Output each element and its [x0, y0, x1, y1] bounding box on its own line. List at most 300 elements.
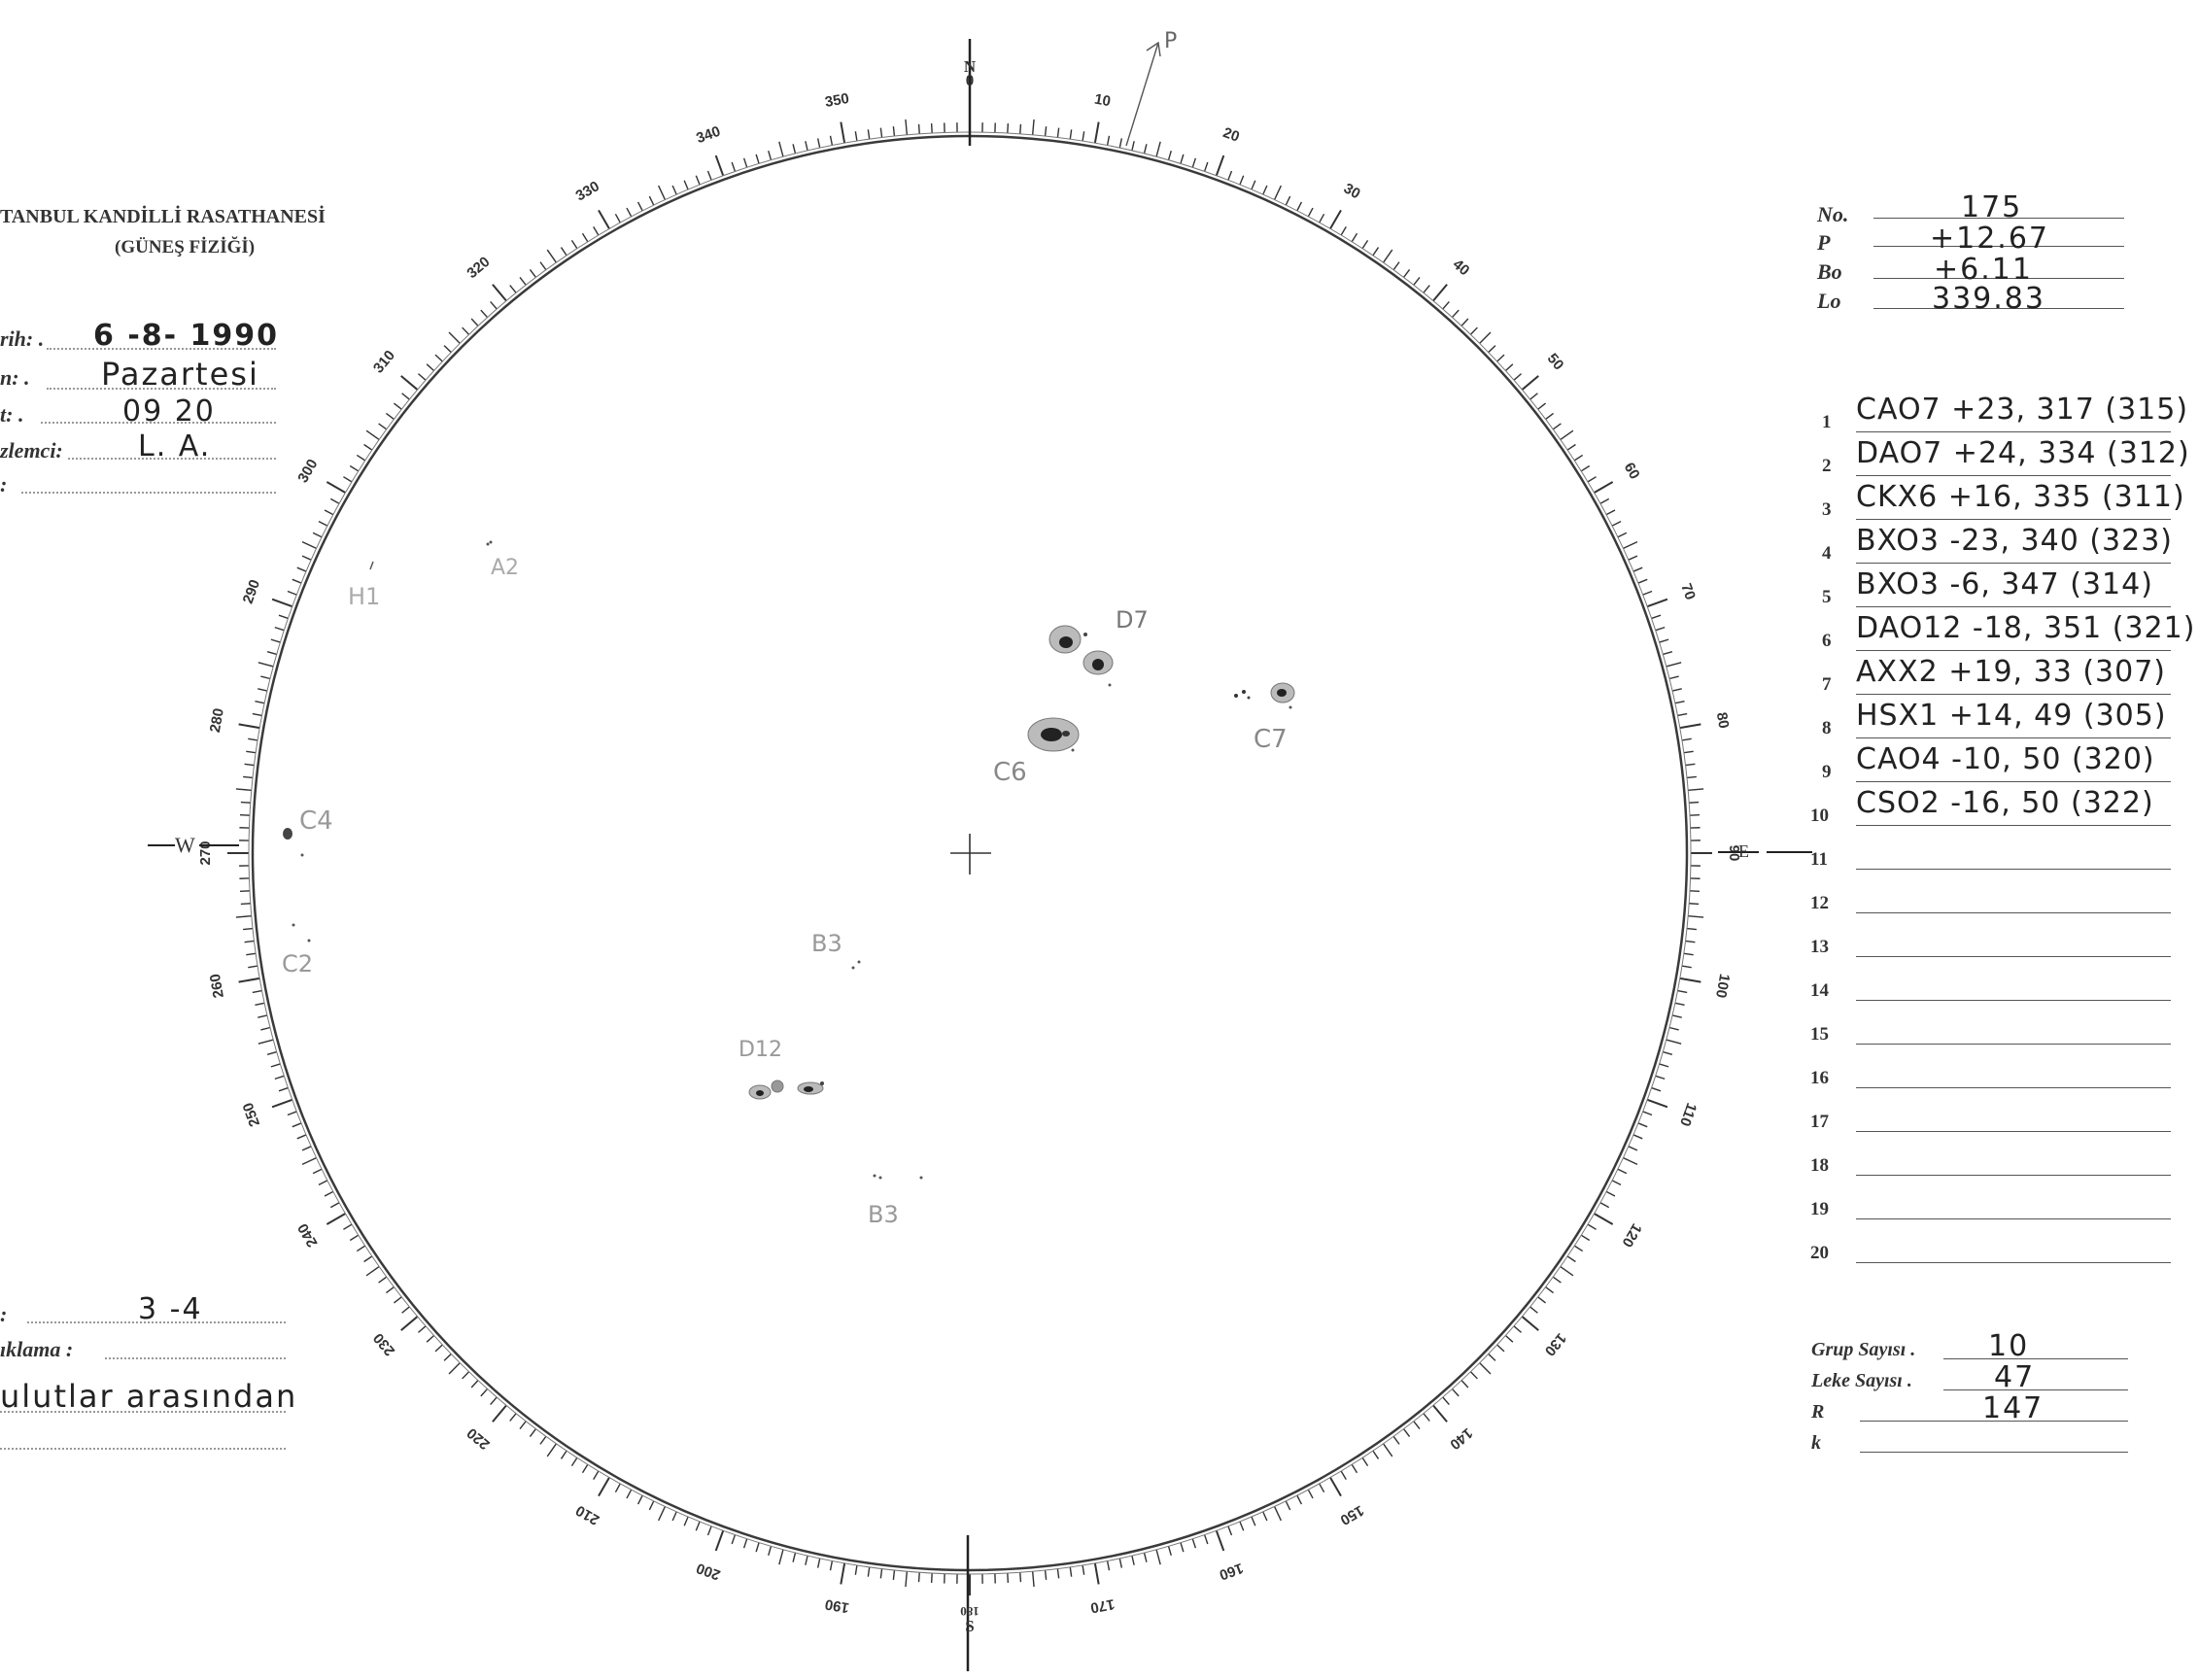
degree-tick	[1181, 1543, 1184, 1553]
degree-tick	[1341, 1471, 1346, 1480]
degree-tick	[1228, 1526, 1232, 1535]
degree-tick	[1682, 966, 1692, 968]
group-label-h1: H1	[348, 583, 381, 610]
group-label-d7: D7	[1116, 606, 1149, 634]
degree-tick	[471, 1381, 478, 1388]
k-label: k	[1811, 1432, 1821, 1454]
degree-tick	[1574, 455, 1582, 460]
group-row-entry: DAO12 -18, 351 (321)	[1856, 611, 2196, 645]
degree-tick	[1530, 1307, 1538, 1313]
degree-tick	[1514, 1326, 1522, 1333]
no-value: 175	[1961, 190, 2023, 224]
degree-tick	[1452, 310, 1459, 317]
degree-tick	[292, 579, 301, 583]
degree-tick	[1352, 1464, 1357, 1472]
degree-label: 140	[1446, 1423, 1476, 1454]
degree-tick	[1169, 151, 1172, 160]
degree-tick	[260, 676, 270, 678]
degree-tick	[831, 136, 833, 146]
degree-tick	[1687, 929, 1697, 930]
bo-label: Bo	[1817, 259, 1842, 284]
degree-tick	[1119, 1559, 1121, 1568]
degree-tick	[659, 1506, 666, 1521]
degree-tick	[627, 1490, 632, 1498]
group-label-c2: C2	[282, 950, 314, 977]
degree-tick	[1181, 154, 1184, 164]
degree-tick	[279, 1088, 288, 1091]
degree-tick	[343, 477, 352, 482]
degree-tick	[1169, 1546, 1172, 1556]
degree-tick	[732, 162, 735, 171]
degree-tick	[1480, 1363, 1491, 1374]
degree-tick	[893, 126, 894, 136]
degree-tick	[1252, 1517, 1255, 1526]
degree-tick	[1470, 327, 1477, 334]
degree-tick	[583, 1464, 588, 1472]
group-row-number: 14	[1810, 980, 1829, 1001]
degree-tick	[1480, 332, 1491, 343]
degree-tick	[401, 1317, 418, 1330]
degree-tick	[769, 1546, 772, 1556]
degree-tick	[253, 714, 262, 716]
group-row-line	[1856, 956, 2171, 957]
degree-tick	[1656, 1076, 1666, 1079]
degree-tick	[649, 1501, 653, 1510]
degree-tick	[1443, 1397, 1450, 1405]
degree-tick	[638, 202, 643, 211]
degree-tick	[275, 628, 285, 631]
degree-tick	[253, 991, 262, 993]
group-row-number: 13	[1810, 937, 1829, 957]
degree-tick	[659, 186, 666, 200]
degree-tick	[1595, 482, 1613, 493]
degree-tick	[366, 430, 379, 439]
group-row-line	[1856, 475, 2171, 476]
k-line	[1860, 1452, 2128, 1453]
degree-tick	[520, 277, 526, 285]
group-row-number: 19	[1810, 1199, 1829, 1219]
degree-tick	[427, 1335, 433, 1342]
degree-tick	[1689, 803, 1699, 804]
degree-tick	[258, 1015, 267, 1017]
degree-tick	[594, 1471, 599, 1480]
degree-tick	[779, 1550, 783, 1564]
spot-group-h1	[370, 562, 373, 569]
degree-tick	[1629, 1147, 1637, 1150]
p-value: +12.67	[1930, 222, 2050, 256]
spot-group-c6	[1028, 718, 1079, 752]
degree-tick	[449, 332, 460, 343]
degree-tick	[1538, 403, 1546, 409]
degree-tick	[1393, 262, 1399, 270]
degree-tick	[1414, 1422, 1420, 1429]
degree-tick	[1600, 1203, 1609, 1208]
group-row-line	[1856, 694, 2171, 695]
degree-tick	[258, 663, 273, 667]
degree-tick	[841, 1563, 844, 1585]
degree-tick	[1046, 1570, 1047, 1580]
spot-group-b3-lower	[874, 1175, 923, 1180]
degree-tick	[240, 815, 250, 816]
south-label: 180 S	[960, 1604, 979, 1635]
degree-tick	[1393, 1436, 1399, 1444]
degree-tick	[1684, 953, 1694, 954]
degree-tick	[243, 776, 253, 777]
degree-tick	[1156, 1550, 1160, 1564]
degree-label: 220	[464, 1423, 494, 1454]
degree-tick	[1145, 144, 1147, 154]
degree-label: 80	[1712, 710, 1733, 731]
degree-tick	[1675, 1003, 1685, 1005]
degree-tick	[236, 789, 252, 790]
degree-tick	[1675, 702, 1685, 703]
degree-tick	[561, 1451, 567, 1458]
degree-tick	[769, 151, 772, 160]
degree-tick	[302, 542, 317, 549]
seeing-value: 3 -4	[138, 1292, 203, 1326]
degree-tick	[1320, 214, 1324, 223]
group-row-line	[1856, 825, 2171, 826]
no-label: No.	[1817, 202, 1849, 226]
west-label: W	[175, 833, 195, 857]
group-row-entry: DAO7 +24, 334 (312)	[1856, 436, 2190, 470]
degree-tick	[435, 1345, 442, 1352]
degree-tick	[831, 1560, 833, 1570]
degree-tick	[1095, 1563, 1099, 1585]
degree-tick	[435, 355, 442, 361]
degree-tick	[379, 424, 387, 429]
degree-tick	[708, 171, 712, 180]
degree-tick	[386, 1287, 394, 1293]
degree-label: 320	[464, 253, 494, 283]
degree-tick	[1660, 639, 1669, 642]
degree-tick	[243, 929, 253, 930]
degree-tick	[326, 482, 345, 493]
degree-tick	[386, 413, 394, 419]
degree-tick	[716, 155, 724, 176]
group-count-label: Grup Sayısı .	[1811, 1339, 1916, 1360]
degree-label: 310	[369, 347, 399, 377]
degree-tick	[649, 196, 653, 205]
degree-tick	[1156, 142, 1160, 156]
degree-label: 290	[239, 577, 264, 606]
degree-tick	[1618, 1169, 1627, 1173]
degree-tick	[288, 1112, 296, 1115]
degree-tick	[1581, 466, 1589, 471]
group-row-line	[1856, 1000, 2171, 1001]
degree-tick	[1688, 789, 1703, 790]
degree-tick	[1647, 600, 1667, 607]
degree-tick	[1682, 738, 1692, 740]
degree-tick	[258, 689, 267, 691]
group-row-entry: AXX2 +19, 33 (307)	[1856, 655, 2167, 689]
degree-tick	[418, 374, 426, 381]
degree-label: 130	[1540, 1329, 1570, 1359]
degree-tick	[239, 978, 260, 982]
degree-tick	[1082, 1565, 1084, 1575]
degree-tick	[1352, 233, 1357, 241]
group-row-line	[1856, 1218, 2171, 1219]
degree-tick	[1546, 413, 1554, 419]
degree-tick	[919, 124, 920, 134]
observatory-title: TANBUL KANDİLLİ RASATHANESİ	[0, 206, 326, 227]
spot-group-c7	[1234, 683, 1294, 709]
degree-tick	[932, 1573, 933, 1583]
group-row-number: 10	[1810, 806, 1829, 826]
degree-tick	[1275, 186, 1282, 200]
degree-tick	[1685, 764, 1695, 765]
group-row-entry: CSO2 -16, 50 (322)	[1856, 786, 2154, 820]
degree-tick	[932, 123, 933, 133]
degree-tick	[1240, 1522, 1244, 1530]
degree-tick	[319, 1181, 327, 1185]
degree-tick	[357, 455, 364, 460]
degree-tick	[1020, 124, 1021, 134]
degree-tick	[716, 1530, 724, 1551]
degree-tick	[1443, 301, 1450, 309]
degree-tick	[1606, 1191, 1615, 1196]
degree-tick	[1033, 120, 1034, 135]
degree-tick	[1470, 1372, 1477, 1379]
degree-tick	[868, 129, 869, 139]
degree-tick	[366, 1267, 379, 1276]
degree-tick	[302, 556, 311, 560]
group-row-line	[1856, 737, 2171, 738]
degree-tick	[1663, 1052, 1672, 1055]
degree-tick	[1561, 430, 1573, 439]
degree-tick	[1308, 1490, 1313, 1498]
group-row-number: 5	[1822, 587, 1832, 607]
degree-tick	[594, 226, 599, 235]
degree-label: 20	[1220, 124, 1242, 146]
degree-tick	[1612, 1181, 1621, 1185]
degree-tick	[1669, 676, 1679, 678]
degree-tick	[1553, 424, 1561, 429]
group-row-entry: CKX6 +16, 335 (311)	[1856, 480, 2185, 514]
r-value: 147	[1982, 1391, 2044, 1425]
degree-tick	[818, 138, 820, 148]
degree-tick	[1638, 1123, 1647, 1127]
degree-tick	[1452, 1389, 1459, 1395]
extra-label: :	[0, 472, 8, 497]
degree-tick	[444, 1354, 451, 1360]
degree-tick	[583, 233, 588, 241]
degree-tick	[1033, 1571, 1034, 1587]
degree-tick	[379, 1277, 387, 1283]
group-row-line	[1856, 1262, 2171, 1263]
degree-tick	[880, 128, 881, 138]
degree-tick	[275, 1076, 285, 1079]
degree-tick	[1070, 129, 1071, 139]
degree-tick	[1057, 1568, 1058, 1578]
degree-tick	[547, 1444, 556, 1457]
extra-line	[21, 492, 276, 494]
degree-label: 330	[572, 178, 602, 205]
day-value: Pazartesi	[101, 356, 259, 393]
group-label-a2: A2	[491, 556, 520, 580]
observer-value: L. A.	[138, 429, 212, 463]
group-row-entry: CAO4 -10, 50 (320)	[1856, 742, 2155, 776]
degree-tick	[1669, 1028, 1679, 1030]
group-count-line	[1943, 1358, 2128, 1359]
degree-tick	[1461, 319, 1468, 326]
spot-group-d7	[1049, 626, 1113, 687]
degree-tick	[627, 208, 632, 217]
degree-tick	[1505, 364, 1512, 371]
degree-tick	[255, 702, 264, 703]
group-count-value: 10	[1988, 1329, 2030, 1363]
group-row-number: 16	[1810, 1068, 1829, 1088]
remarks-value: ulutlar arasından	[0, 1378, 298, 1415]
group-row-number: 12	[1810, 893, 1829, 913]
degree-tick	[1082, 131, 1084, 141]
degree-tick	[893, 1570, 894, 1580]
degree-tick	[272, 600, 292, 607]
degree-tick	[1663, 652, 1672, 655]
degree-label: 110	[1675, 1100, 1701, 1129]
degree-tick	[1652, 1088, 1661, 1091]
group-row-line	[1856, 1175, 2171, 1176]
observer-label: zlemci:	[0, 438, 63, 463]
degree-tick	[1132, 1556, 1134, 1565]
degree-tick	[364, 444, 372, 450]
degree-label: 270	[196, 840, 214, 866]
degree-tick	[1600, 498, 1609, 503]
degree-tick	[245, 941, 255, 942]
group-row-line	[1856, 431, 2171, 432]
degree-tick	[1633, 1135, 1642, 1139]
r-label: R	[1811, 1401, 1825, 1423]
degree-tick	[1643, 1112, 1652, 1115]
degree-tick	[481, 310, 488, 317]
degree-tick	[1275, 1506, 1282, 1521]
degree-tick	[267, 652, 277, 655]
degree-tick	[1660, 1064, 1669, 1067]
degree-tick	[313, 532, 322, 536]
degree-tick	[1320, 1484, 1324, 1492]
degree-label: 10	[1092, 90, 1113, 111]
degree-tick	[510, 1414, 516, 1422]
degree-tick	[1595, 1214, 1613, 1224]
degree-tick	[493, 285, 506, 301]
degree-tick	[1373, 248, 1379, 256]
degree-tick	[357, 1246, 364, 1251]
degree-tick	[326, 1214, 345, 1224]
degree-tick	[744, 158, 747, 168]
degree-tick	[1684, 751, 1694, 752]
degree-tick	[246, 953, 256, 954]
degree-tick	[471, 319, 478, 326]
degree-tick	[493, 1405, 506, 1422]
degree-label: 120	[1618, 1220, 1645, 1251]
degree-tick	[1530, 394, 1538, 399]
degree-tick	[1656, 628, 1666, 631]
degree-tick	[868, 1567, 869, 1577]
day-label: n: .	[0, 365, 30, 390]
degree-tick	[302, 1158, 317, 1165]
degree-tick	[1522, 376, 1538, 390]
p-direction-line	[1126, 43, 1158, 146]
degree-tick	[615, 1484, 620, 1492]
group-row-number: 17	[1810, 1112, 1829, 1132]
degree-tick	[350, 1235, 358, 1240]
degree-tick	[1414, 277, 1420, 285]
degree-tick	[394, 1297, 401, 1303]
degree-tick	[1205, 1535, 1208, 1544]
degree-tick	[343, 1224, 352, 1229]
degree-tick	[1677, 714, 1687, 716]
north-label: N 0	[963, 57, 977, 89]
degree-tick	[239, 724, 260, 728]
degree-tick	[855, 1565, 857, 1575]
degree-tick	[1497, 1345, 1504, 1352]
degree-tick	[1433, 285, 1447, 301]
degree-label: 30	[1340, 180, 1363, 203]
group-row-line	[1856, 869, 2171, 870]
degree-tick	[708, 1526, 712, 1535]
group-label-c6: C6	[993, 758, 1027, 787]
date-label: rih: .	[0, 326, 45, 351]
degree-tick	[1666, 663, 1681, 667]
degree-tick	[481, 1389, 488, 1395]
degree-tick	[684, 1517, 688, 1526]
degree-tick	[1690, 815, 1700, 816]
group-row-number: 8	[1822, 718, 1832, 738]
degree-tick	[1546, 1287, 1554, 1293]
degree-tick	[288, 592, 296, 596]
degree-tick	[1687, 776, 1697, 777]
degree-tick	[1252, 181, 1255, 189]
group-row-entry: CAO7 +23, 317 (315)	[1856, 393, 2189, 427]
degree-tick	[245, 764, 255, 765]
degree-tick	[1623, 1158, 1637, 1165]
spot-count-line	[1943, 1389, 2128, 1390]
degree-tick	[325, 510, 333, 515]
degree-tick	[330, 498, 339, 503]
degree-tick	[271, 1064, 281, 1067]
degree-tick	[1057, 128, 1058, 138]
degree-tick	[1263, 1512, 1267, 1521]
group-row-line	[1856, 650, 2171, 651]
degree-tick	[1652, 615, 1661, 618]
degree-tick	[1677, 991, 1687, 993]
degree-label: 350	[823, 89, 851, 111]
degree-tick	[561, 248, 567, 256]
degree-tick	[463, 327, 469, 334]
degree-tick	[1606, 510, 1615, 515]
degree-label: 260	[206, 972, 227, 1000]
degree-tick	[1489, 346, 1495, 353]
degree-tick	[330, 1203, 339, 1208]
group-row-number: 11	[1810, 849, 1828, 870]
degree-tick	[744, 1539, 747, 1549]
degree-tick	[444, 346, 451, 353]
p-label: P	[1817, 230, 1831, 255]
degree-tick	[1404, 269, 1410, 277]
degree-tick	[1286, 196, 1289, 205]
degree-tick	[325, 1191, 333, 1196]
degree-tick	[1567, 444, 1575, 450]
spot-group-d12	[749, 1080, 824, 1099]
degree-tick	[1690, 891, 1700, 892]
group-row-number: 1	[1822, 412, 1832, 432]
group-row-number: 20	[1810, 1243, 1829, 1263]
degree-label: 70	[1677, 581, 1699, 602]
degree-tick	[530, 1429, 535, 1437]
degree-tick	[638, 1495, 643, 1504]
degree-tick	[906, 120, 907, 135]
degree-tick	[1008, 123, 1009, 133]
